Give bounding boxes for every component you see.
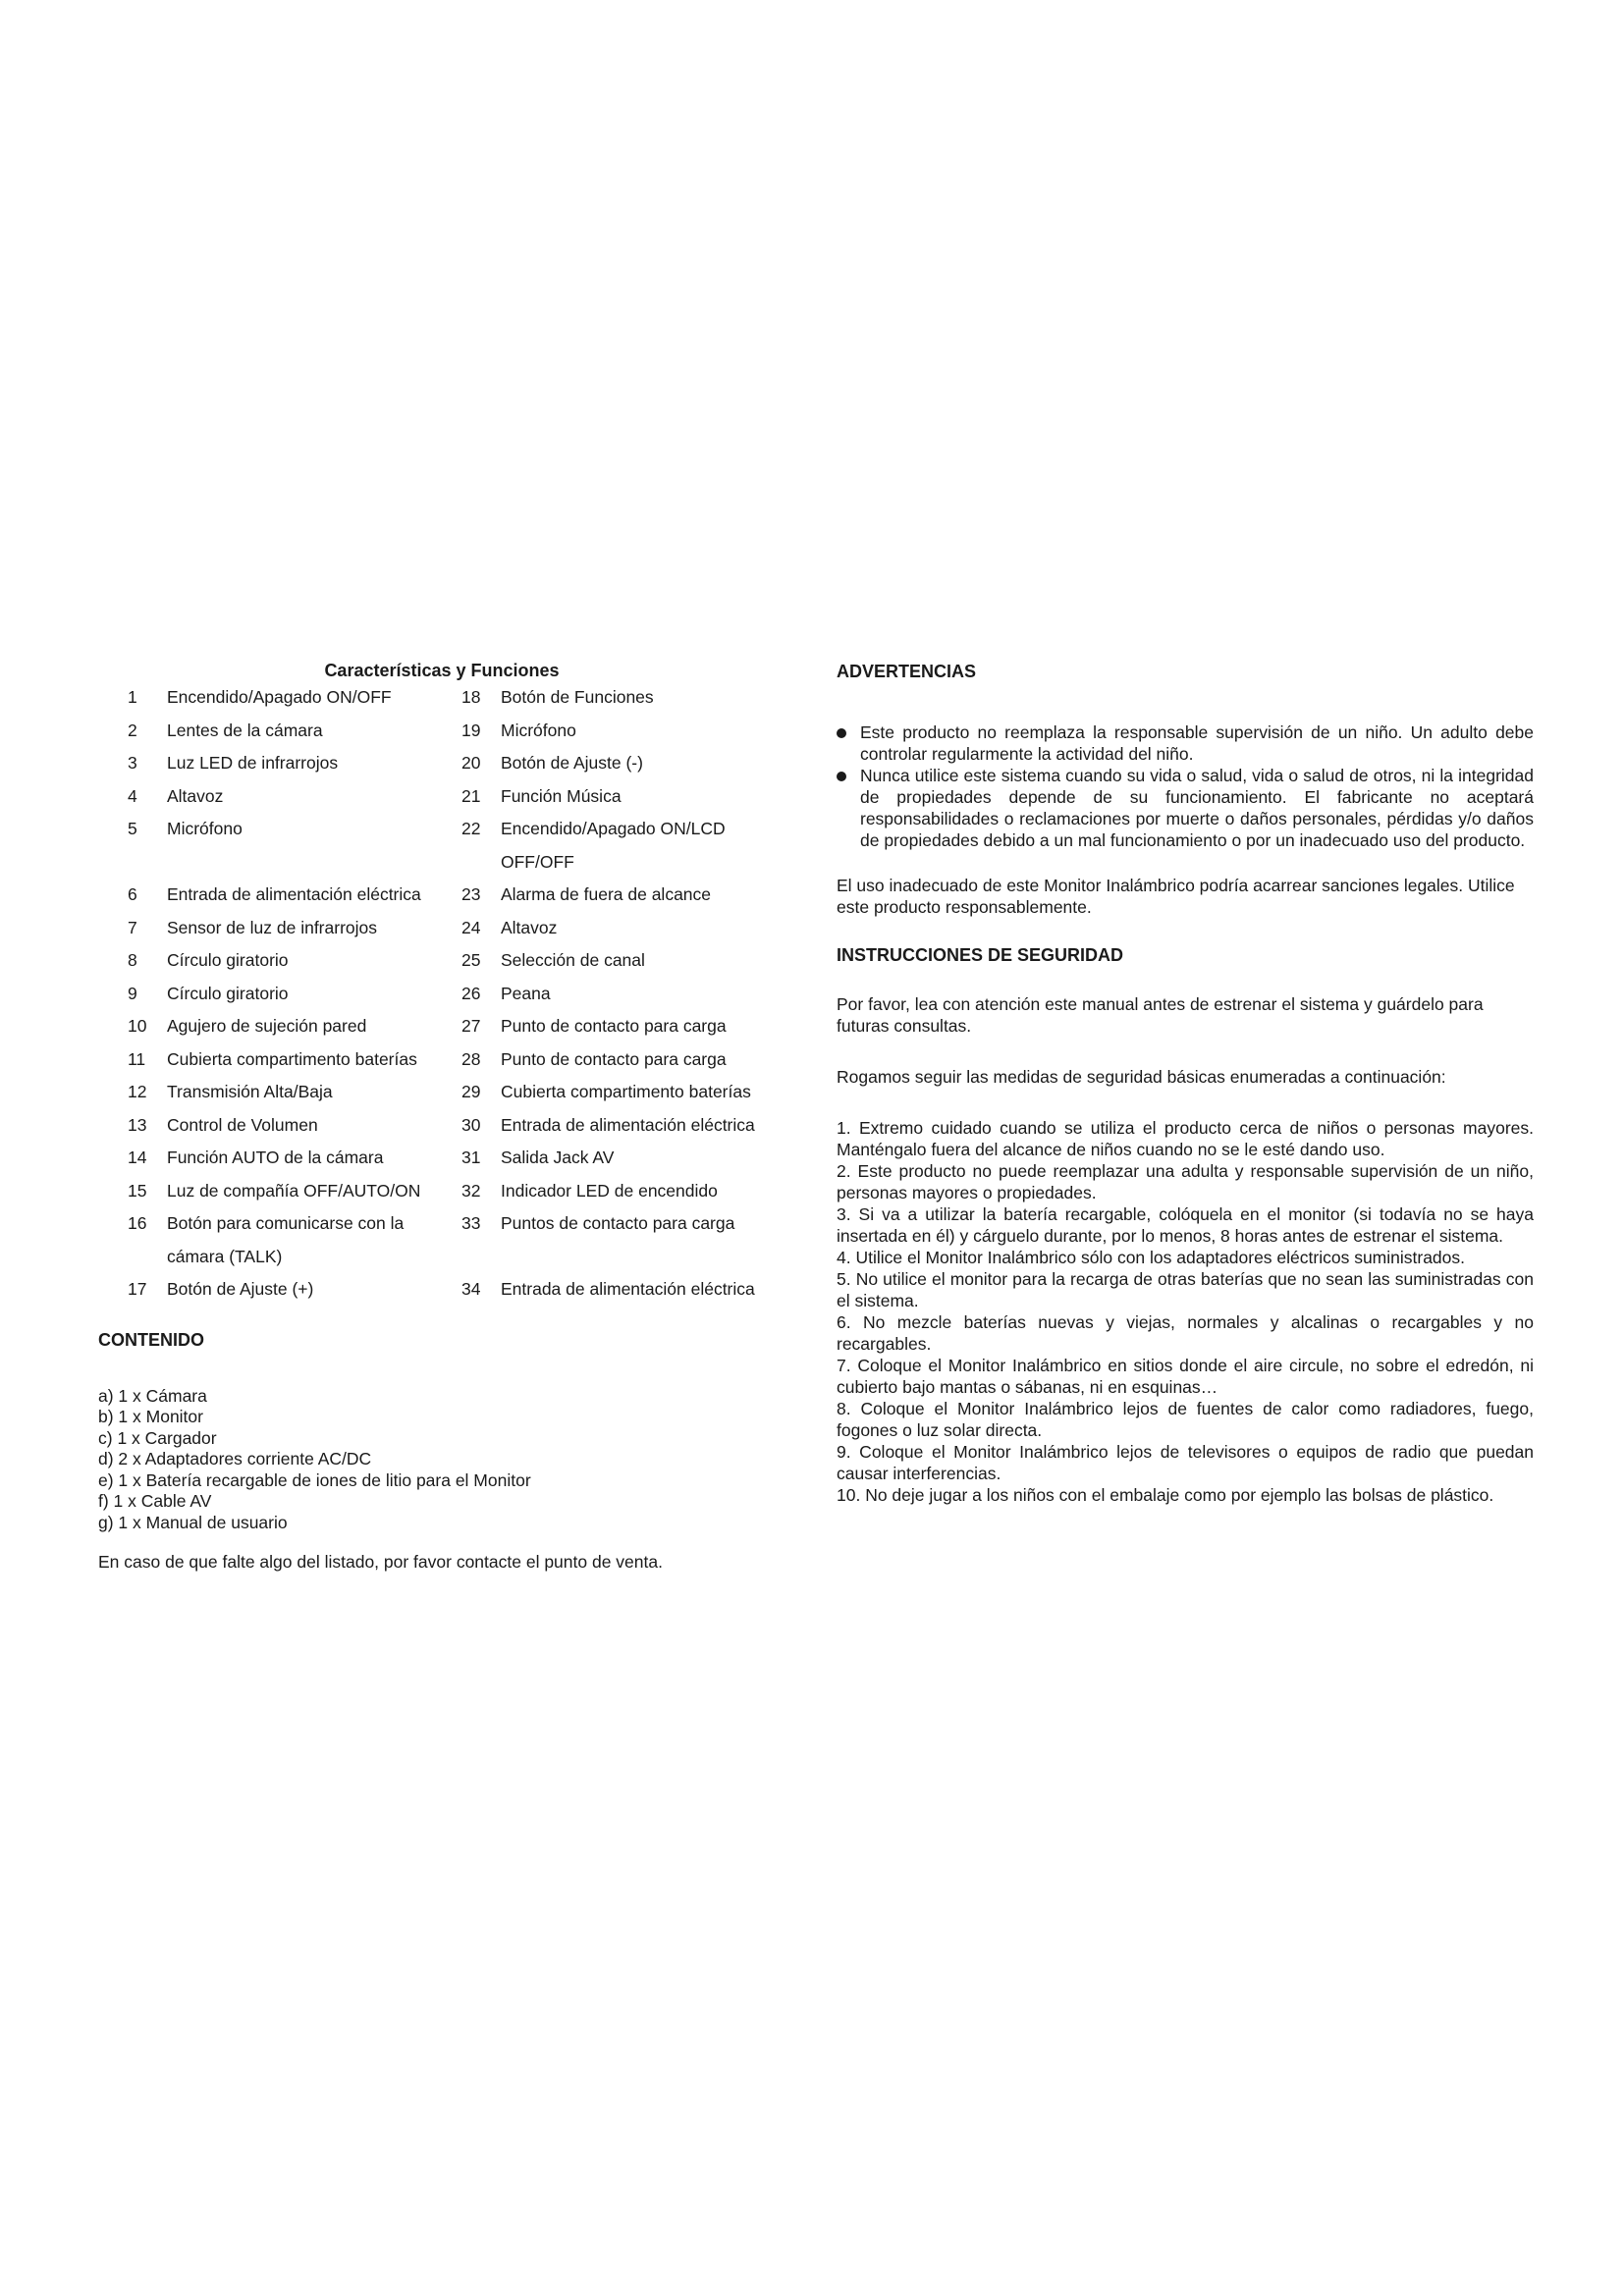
feature-number: 11 [128, 1048, 146, 1069]
left-column [98, 660, 785, 1573]
feature-number: 26 [461, 983, 481, 1003]
features-table [98, 681, 785, 1307]
table-row [98, 747, 785, 780]
warnings-paragraph: El uso inadecuado de este Monitor Inalámbrico podría acarrear sanciones legales. Utilice este producto responsablemente. [837, 876, 1515, 917]
table-row [98, 1142, 785, 1175]
feature-label: Botón de Ajuste (+) [167, 1279, 314, 1299]
safety-list [837, 1117, 1534, 1506]
feature-label: Altavoz [167, 785, 224, 806]
feature-number: 15 [128, 1180, 147, 1201]
list-item: d) 2 x Adaptadores corriente AC/DC [98, 1449, 372, 1468]
list-item: 4. Utilice el Monitor Inalámbrico sólo con los adaptadores eléctricos suministrados. [837, 1248, 1466, 1267]
feature-number: 24 [461, 917, 481, 937]
table-row [98, 1010, 785, 1043]
list-item: b) 1 x Monitor [98, 1407, 203, 1426]
feature-label: Botón de Funciones [501, 687, 654, 707]
feature-label: Alarma de fuera de alcance [501, 884, 712, 904]
feature-label: Punto de contacto para carga [501, 1016, 727, 1036]
feature-label: Peana [501, 983, 551, 1003]
safety-intro: Por favor, lea con atención este manual antes de estrenar el sistema y guárdelo para futuras consultas. [837, 994, 1484, 1036]
feature-label: Sensor de luz de infrarrojos [167, 917, 377, 937]
table-row [98, 1207, 785, 1273]
list-item: 1. Extremo cuidado cuando se utiliza el producto cerca de niños o personas mayores. Manténgalo fuera del alcance de niños cuando no se le esté dando uso. [837, 1118, 1534, 1159]
features-title: Características y Funciones [324, 661, 560, 680]
list-item: g) 1 x Manual de usuario [98, 1512, 288, 1532]
feature-number: 22 [461, 819, 481, 838]
feature-number: 19 [461, 720, 481, 740]
list-item: 10. No deje jugar a los niños con el embalaje como por ejemplo las bolsas de plástico. [837, 1485, 1494, 1505]
warnings-list [837, 721, 1534, 851]
feature-number: 14 [128, 1148, 147, 1167]
safety-heading: INSTRUCCIONES DE SEGURIDAD [837, 945, 1124, 965]
table-row [98, 1076, 785, 1109]
feature-number: 7 [128, 917, 137, 937]
table-row [98, 944, 785, 978]
bullet-icon [837, 728, 846, 738]
feature-label: Luz LED de infrarrojos [167, 753, 339, 773]
list-item [837, 721, 1534, 765]
table-row [98, 1109, 785, 1143]
feature-label: Función AUTO de la cámara [167, 1148, 384, 1167]
feature-label: Entrada de alimentación eléctrica [167, 884, 421, 904]
list-item: f) 1 x Cable AV [98, 1491, 212, 1511]
feature-number: 9 [128, 983, 137, 1003]
feature-label: Encendido/Apagado ON/OFF [167, 687, 392, 707]
feature-label: Luz de compañía OFF/AUTO/ON [167, 1180, 421, 1201]
feature-label: Botón para comunicarse con la cámara (TALK) [167, 1213, 405, 1266]
feature-label: Indicador LED de encendido [501, 1180, 718, 1201]
table-row [98, 780, 785, 814]
safety-intro-2: Rogamos seguir las medidas de seguridad básicas enumeradas a continuación: [837, 1067, 1446, 1087]
warnings-heading: ADVERTENCIAS [837, 662, 977, 681]
feature-number: 17 [128, 1279, 147, 1299]
feature-number: 6 [128, 884, 137, 904]
feature-label: Lentes de la cámara [167, 720, 323, 740]
table-row [98, 879, 785, 912]
right-column [837, 660, 1534, 1506]
contents-heading: CONTENIDO [98, 1329, 204, 1350]
feature-label: Selección de canal [501, 950, 645, 970]
contents-note: En caso de que falte algo del listado, por favor contacte el punto de venta. [98, 1552, 663, 1572]
feature-label: Puntos de contacto para carga [501, 1213, 735, 1233]
table-row [98, 813, 785, 879]
list-item: c) 1 x Cargador [98, 1427, 217, 1448]
feature-label: Agujero de sujeción pared [167, 1016, 367, 1036]
feature-number: 5 [128, 819, 137, 838]
feature-label: Salida Jack AV [501, 1148, 615, 1167]
feature-number: 23 [461, 884, 481, 904]
feature-number: 32 [461, 1180, 481, 1201]
list-item: 7. Coloque el Monitor Inalámbrico en sitios donde el aire circule, no sobre el edredón, ni cubierto bajo mantas o sábanas, ni en esquinas… [837, 1356, 1534, 1397]
feature-number: 8 [128, 950, 137, 970]
list-item: 5. No utilice el monitor para la recarga de otras baterías que no sean las suministradas con el sistema. [837, 1269, 1534, 1310]
feature-label: Botón de Ajuste (-) [501, 753, 643, 773]
feature-number: 13 [128, 1114, 147, 1135]
feature-label: Cubierta compartimento baterías [501, 1082, 751, 1101]
table-row [98, 1273, 785, 1307]
list-item: 6. No mezcle baterías nuevas y viejas, normales y alcalinas o recargables y no recargables. [837, 1312, 1534, 1354]
feature-number: 1 [128, 687, 137, 707]
feature-number: 10 [128, 1016, 147, 1036]
warning-text: Este producto no reemplaza la responsable supervisión de un niño. Un adulto debe controlar regularmente la actividad del niño. [860, 722, 1534, 764]
list-item: 9. Coloque el Monitor Inalámbrico lejos de televisores o equipos de radio que puedan causar interferencias. [837, 1442, 1534, 1483]
feature-number: 16 [128, 1213, 147, 1233]
feature-number: 27 [461, 1016, 481, 1036]
table-row [98, 681, 785, 715]
feature-number: 30 [461, 1114, 481, 1135]
feature-label: Entrada de alimentación eléctrica [501, 1279, 755, 1299]
feature-number: 4 [128, 785, 137, 806]
feature-label: Círculo giratorio [167, 983, 289, 1003]
table-row [98, 715, 785, 748]
feature-label: Control de Volumen [167, 1114, 318, 1135]
list-item [837, 765, 1534, 851]
table-row [98, 912, 785, 945]
list-item: 8. Coloque el Monitor Inalámbrico lejos de fuentes de calor como radiadores, fuego, fogones o luz solar directa. [837, 1399, 1534, 1440]
feature-label: Función Música [501, 785, 622, 806]
table-row [98, 1175, 785, 1208]
feature-number: 12 [128, 1082, 147, 1101]
feature-number: 33 [461, 1213, 481, 1233]
feature-label: Micrófono [167, 819, 243, 838]
bullet-icon [837, 772, 846, 781]
feature-label: Círculo giratorio [167, 950, 289, 970]
feature-number: 29 [461, 1082, 481, 1101]
feature-number: 20 [461, 753, 481, 773]
feature-number: 21 [461, 785, 481, 806]
feature-label: Cubierta compartimento baterías [167, 1048, 417, 1069]
feature-number: 31 [461, 1148, 481, 1167]
feature-number: 3 [128, 753, 137, 773]
list-item: 3. Si va a utilizar la batería recargable, colóquela en el monitor (si todavía no se haya insertada en él) y cárguelo durante, por lo menos, 8 horas antes de estrenar el sistema. [837, 1204, 1534, 1246]
feature-label: Micrófono [501, 720, 576, 740]
feature-label: Transmisión Alta/Baja [167, 1082, 333, 1101]
feature-label: Entrada de alimentación eléctrica [501, 1114, 755, 1135]
feature-number: 34 [461, 1279, 481, 1299]
feature-number: 2 [128, 720, 137, 740]
feature-label: Punto de contacto para carga [501, 1048, 727, 1069]
warning-text: Nunca utilice este sistema cuando su vida o salud, vida o salud de otros, ni la integridad de propiedades depende de su funcionamiento. El fabricante no aceptará responsabilidades o reclamaciones por muerte o daños personales, pérdidas y/o daños de propiedades debido a un mal funcionamiento o por un inadecuado uso del producto. [860, 766, 1534, 850]
table-row [98, 1043, 785, 1077]
feature-number: 28 [461, 1048, 481, 1069]
list-item: 2. Este producto no puede reemplazar una adulta y responsable supervisión de un niño, personas mayores o propiedades. [837, 1161, 1534, 1202]
table-row [98, 978, 785, 1011]
contents-list [98, 1386, 785, 1534]
feature-label: Altavoz [501, 917, 558, 937]
feature-label: Encendido/Apagado ON/LCD OFF/OFF [501, 819, 726, 872]
feature-number: 18 [461, 687, 481, 707]
list-item: a) 1 x Cámara [98, 1385, 207, 1406]
list-item: e) 1 x Batería recargable de iones de litio para el Monitor [98, 1469, 531, 1490]
feature-number: 25 [461, 950, 481, 970]
